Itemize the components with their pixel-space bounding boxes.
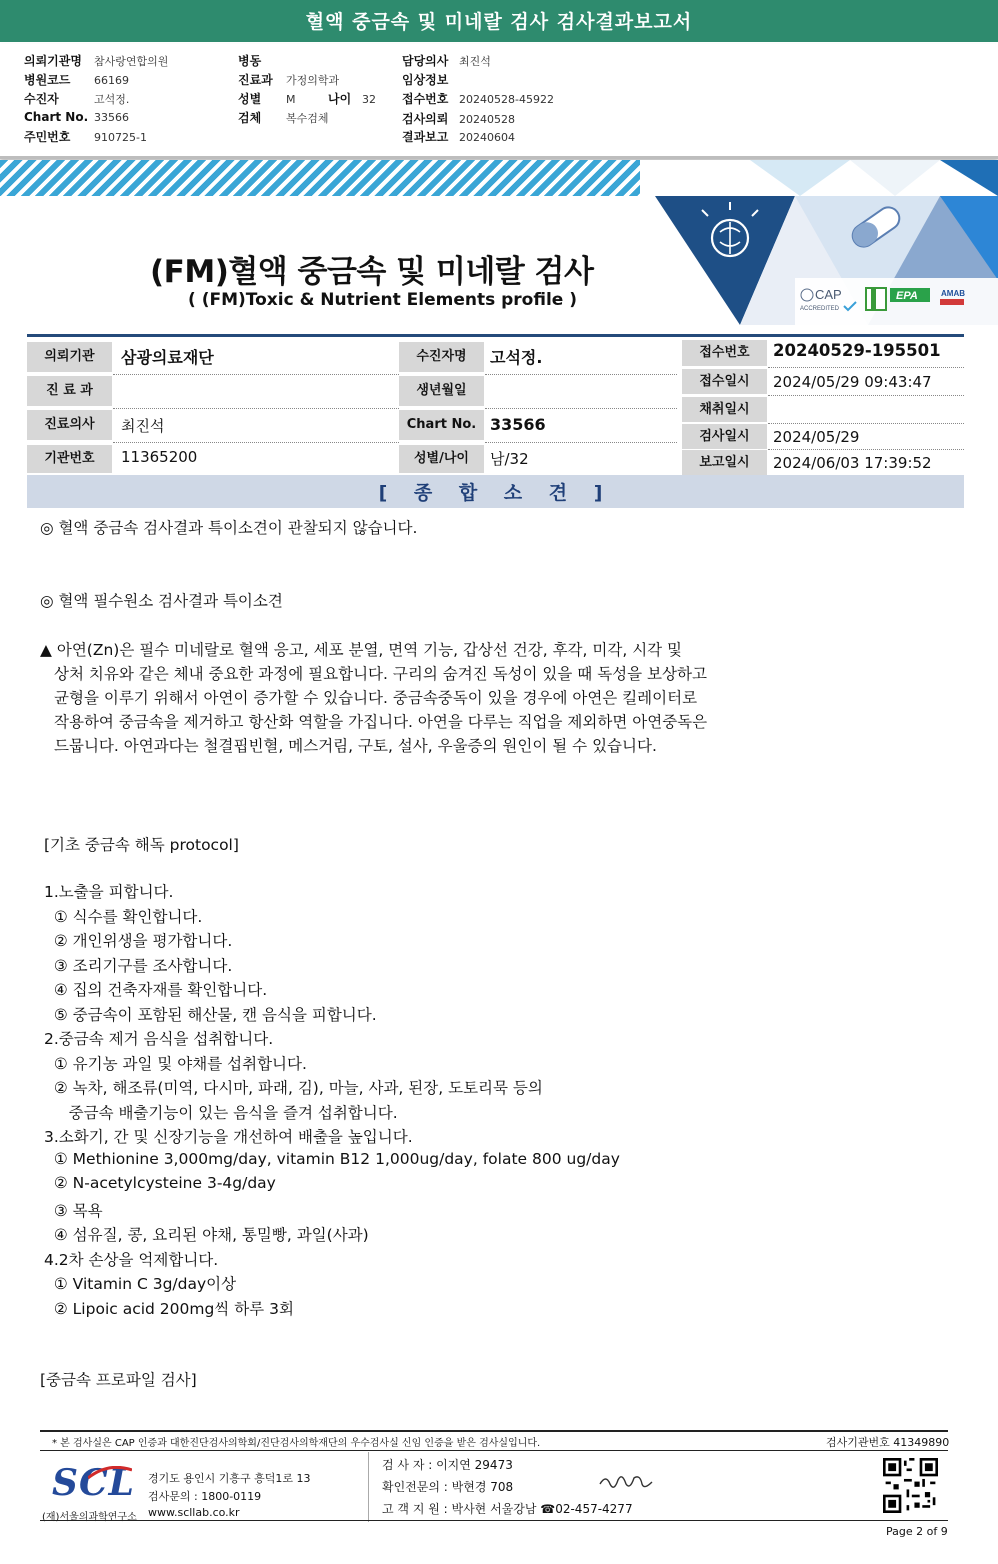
footer-rule: [40, 1450, 948, 1451]
certification-note: * 본 검사실은 CAP 인증과 대한진단검사의학회/진단검사의학재단의 우수검사실 신임 인증을 받은 검사실입니다.: [52, 1438, 541, 1449]
header-field: 병원코드 66169: [24, 73, 129, 87]
info-label: 보고일시: [682, 450, 767, 475]
header-field: 의뢰기관명 참사랑연합의원: [24, 54, 169, 68]
row-divider: [113, 374, 399, 375]
protocol-line: ① Vitamin C 3g/day이상: [44, 1275, 237, 1293]
page-number: Page 2 of 9: [886, 1525, 948, 1538]
protocol-line: ① Methionine 3,000mg/day, vitamin B12 1,000ug/day, folate 800 ug/day: [44, 1149, 620, 1168]
org-address: 경기도 용인시 기흥구 흥덕1로 13: [148, 1472, 311, 1485]
customer-support-line: 고 객 지 원 : 박사현 서울강남 ☎02-457-4277: [382, 1502, 633, 1516]
info-label: 수진자명: [399, 342, 484, 372]
info-value: 남/32: [490, 450, 529, 468]
protocol-line: ① 유기농 과일 및 야채를 섭취합니다.: [44, 1054, 307, 1073]
finding-essential-elements: ◎ 혈액 필수원소 검사결과 특이소견: [40, 592, 283, 610]
footer-divider: [368, 1452, 369, 1522]
header-field: 성별 M: [238, 92, 296, 106]
zinc-paragraph-line: 상처 치유와 같은 체내 중요한 과정에 필요합니다. 구리의 숨겨진 독성이 있을 때 독성을 보상하고: [54, 665, 707, 683]
header-field-age: 나이 32: [328, 92, 376, 106]
header-field: 병동: [238, 54, 262, 68]
info-label: 채취일시: [682, 397, 767, 422]
protocol-line: ① 식수를 확인합니다.: [44, 907, 203, 926]
svg-text:CAP: CAP: [815, 287, 842, 302]
info-value: 최진석: [121, 417, 165, 435]
info-label: 접수번호: [682, 340, 767, 366]
info-value: 20240529-195501: [773, 341, 941, 360]
row-divider: [768, 423, 964, 424]
tester-line: 검 사 자 : 이지연 29473: [382, 1458, 513, 1472]
footer-top-rule: [40, 1430, 948, 1432]
info-label: 생년월일: [399, 376, 484, 406]
info-label: 기관번호: [27, 445, 112, 473]
info-label: 성별/나이: [399, 445, 484, 473]
row-divider: [485, 442, 677, 443]
org-name: (재)서울의과학연구소: [42, 1512, 137, 1523]
info-value: 고석정.: [490, 348, 543, 367]
header-field: 수진자 고석정.: [24, 92, 130, 106]
header-field: 검체 복수검체: [238, 111, 329, 125]
svg-text:ACCREDITED: ACCREDITED: [800, 306, 840, 312]
protocol-line: ③ 조리기구를 조사합니다.: [44, 956, 233, 975]
protocol-line: 2.중금속 제거 음식을 섭취합니다.: [44, 1030, 274, 1048]
info-label: 검사일시: [682, 424, 767, 449]
protocol-line: ② 개인위생을 평가합니다.: [44, 932, 233, 950]
header-field: Chart No. 33566: [24, 110, 129, 124]
epa-badge: [890, 288, 930, 302]
amab-badge: [940, 289, 965, 305]
scl-logo: SCL: [52, 1462, 135, 1504]
protocol-line: 1.노출을 피합니다.: [44, 883, 174, 901]
header-field: 담당의사 최진석: [402, 54, 491, 68]
profile-section-title: [중금속 프로파일 검사]: [40, 1371, 197, 1389]
protocol-line: ③ 목욕: [44, 1201, 103, 1220]
footer-bottom-rule: [40, 1520, 948, 1521]
patient-header: [0, 44, 998, 159]
protocol-line: ② N-acetylcysteine 3-4g/day: [44, 1174, 276, 1192]
lm-badge: [866, 288, 886, 310]
svg-text:EPA: EPA: [896, 290, 918, 302]
header-field: 검사의뢰 20240528: [402, 112, 515, 126]
logo-swoosh-icon: [88, 1466, 132, 1480]
protocol-title: [기초 중금속 해독 protocol]: [44, 836, 239, 854]
qr-code-image: [883, 1458, 938, 1513]
info-value: 33566: [490, 415, 546, 434]
confirm-doctor-line: 확인전문의 : 박현경 708: [382, 1480, 514, 1494]
header-field: 진료과 가정의학과: [238, 73, 340, 87]
info-label: 진 료 과: [27, 376, 112, 406]
zinc-paragraph-line: 작용하여 중금속을 제거하고 항산화 역할을 가집니다. 아연을 다루는 직업을 제외하면 아연중독은: [54, 713, 708, 731]
info-value: 2024/05/29 09:43:47: [773, 373, 932, 391]
zinc-paragraph-line: 드뭅니다. 아연과다는 철결핍빈혈, 메스거림, 구토, 설사, 우울증의 원인이 될 수 있습니다.: [54, 737, 657, 755]
protocol-line: ⑤ 중금속이 포함된 해산물, 캔 음식을 피합니다.: [44, 1005, 377, 1024]
org-phone: 검사문의 : 1800-0119: [148, 1490, 262, 1503]
row-divider: [113, 442, 399, 443]
info-value: 2024/05/29: [773, 428, 860, 446]
row-divider: [768, 395, 964, 396]
info-label: 의뢰기관: [27, 342, 112, 372]
zinc-paragraph-line: ▲ 아연(Zn)은 필수 미네랄로 혈액 응고, 세포 분열, 면역 기능, 갑상선 건강, 후각, 미각, 시각 및: [40, 641, 683, 659]
agency-number: 검사기관번호 41349890: [826, 1436, 950, 1449]
finding-heavy-metal: ◎ 혈액 중금속 검사결과 특이소견이 관찰되지 않습니다.: [40, 519, 418, 537]
row-divider: [485, 408, 677, 409]
row-divider: [485, 374, 677, 375]
protocol-line: ② Lipoic acid 200mg씩 하루 3회: [44, 1299, 294, 1318]
report-title: (FM)혈액 중금속 및 미네랄 검사: [150, 254, 594, 290]
info-value: 2024/06/03 17:39:52: [773, 454, 932, 472]
protocol-line: ④ 섬유질, 콩, 요리된 야채, 통밀빵, 과일(사과): [44, 1226, 369, 1244]
report-header-bar: 혈액 중금속 및 미네랄 검사 검사결과보고서: [0, 0, 998, 42]
org-website: www.scllab.co.kr: [148, 1506, 240, 1519]
summary-heading: [ 종 합 소 견 ]: [27, 475, 964, 508]
zinc-paragraph-line: 균형을 이루기 위해서 아연이 증가할 수 있습니다. 중금속중독이 있을 경우에 아연은 킬레이터로: [54, 689, 698, 707]
info-label: Chart No.: [399, 410, 484, 440]
protocol-line: 4.2차 손상을 억제합니다.: [44, 1250, 219, 1269]
info-label: 진료의사: [27, 410, 112, 440]
signature-image: [598, 1470, 654, 1494]
protocol-line: ④ 집의 건축자재를 확인합니다.: [44, 981, 268, 999]
info-value: 삼광의료재단: [121, 348, 214, 367]
header-field: 결과보고 20240604: [402, 130, 515, 144]
info-value: 11365200: [121, 448, 198, 466]
header-field: 접수번호 20240528-45922: [402, 92, 554, 106]
protocol-line: 중금속 배출기능이 있는 음식을 즐겨 섭취합니다.: [44, 1103, 398, 1122]
header-graphic: [640, 160, 998, 325]
row-divider: [768, 449, 964, 450]
header-field: 주민번호 910725-1: [24, 130, 147, 144]
protocol-line: ② 녹차, 해조류(미역, 다시마, 파래, 김), 마늘, 사과, 된장, 도토리묵 등의: [44, 1079, 543, 1097]
protocol-line: 3.소화기, 간 및 신장기능을 개선하여 배출을 높입니다.: [44, 1128, 413, 1146]
report-subtitle: ( (FM)Toxic & Nutrient Elements profile ): [188, 290, 578, 310]
header-field: 임상정보: [402, 73, 449, 87]
info-table: [27, 334, 964, 477]
info-label: 접수일시: [682, 369, 767, 394]
svg-text:AMAB: AMAB: [941, 289, 965, 298]
row-divider: [768, 367, 964, 368]
row-divider: [113, 408, 399, 409]
